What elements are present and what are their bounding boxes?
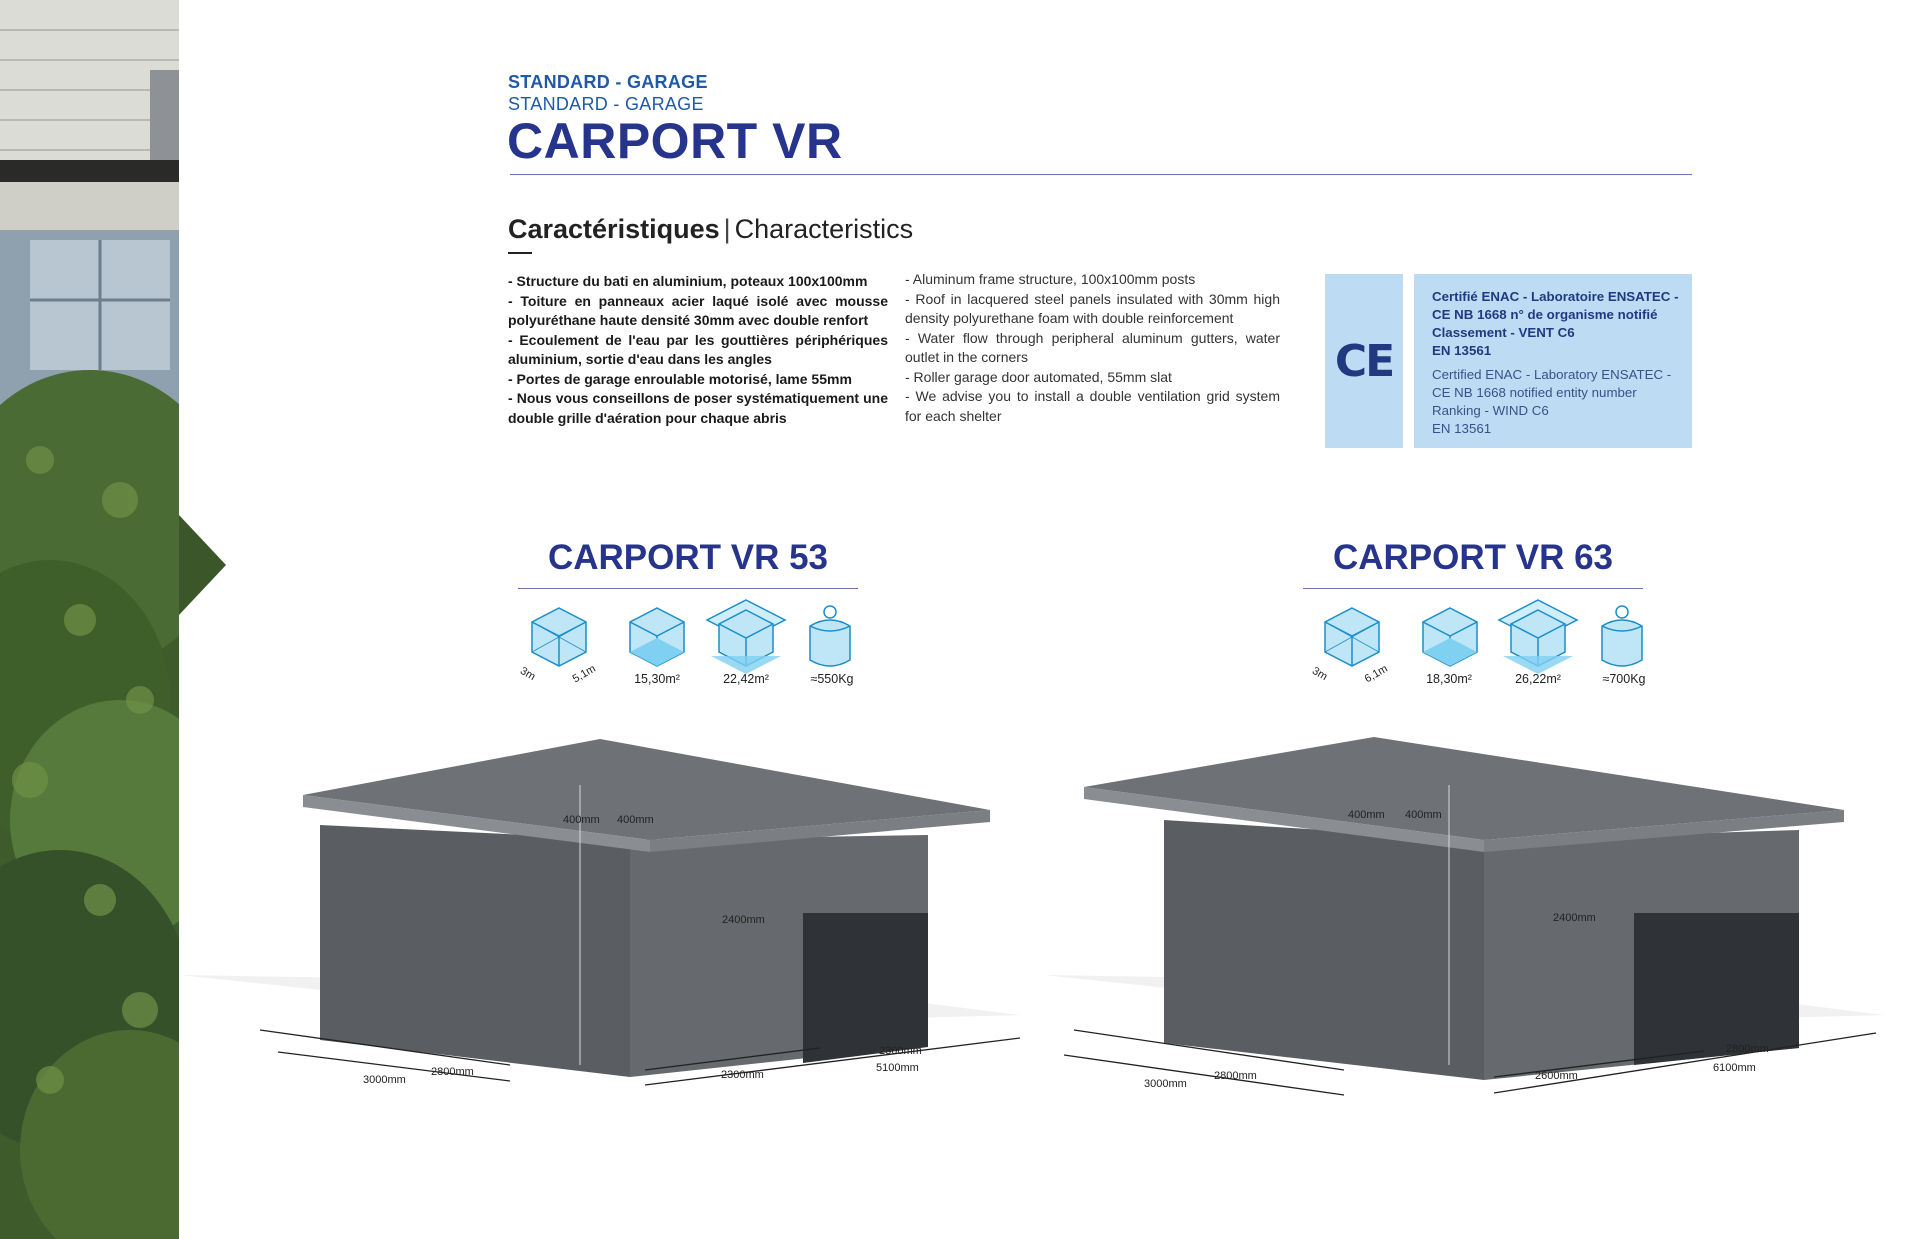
spec-depth: 3m: [1310, 664, 1330, 684]
cert-line-fr: Certifié ENAC - Laboratoire ENSATEC -: [1432, 289, 1679, 304]
spec-roof-area: 26,22m²: [1515, 672, 1561, 686]
footprint-cube-icon: [524, 604, 594, 674]
footprint-cube-icon: [1317, 604, 1387, 674]
dim-height: 2400mm: [722, 914, 765, 926]
dim-total-width: 6100mm: [1713, 1062, 1756, 1074]
ce-mark-box: [1325, 274, 1403, 448]
feature-item-fr: - Ecoulement de l'eau par les gouttières périphériques aluminium, sortie d'eau dans les angles: [508, 331, 888, 367]
dim-post-right: 400mm: [1405, 809, 1442, 821]
dim-depth-inner: 2800mm: [1214, 1070, 1257, 1082]
weight-icon: [1598, 604, 1646, 670]
page-title: CARPORT VR: [507, 113, 843, 169]
cert-line-en: EN 13561: [1432, 421, 1492, 436]
model-title-vr53: CARPORT VR 53: [547, 538, 829, 577]
spec-weight: ≈550Kg: [810, 672, 854, 686]
roof-area-cube-icon: [1497, 598, 1579, 676]
heading-underline: [508, 252, 532, 254]
spec-depth: 3m: [518, 664, 538, 684]
characteristics-heading: [508, 214, 913, 245]
feature-item-en: - Water flow through peripheral aluminum gutters, water outlet in the corners: [905, 329, 1280, 365]
model-divider: [518, 588, 858, 589]
house-and-tree-image: [0, 0, 179, 1239]
feature-item-en: - Aluminum frame structure, 100x100mm posts: [905, 271, 1196, 287]
weight-icon: [806, 604, 854, 670]
cert-line-en: Ranking - WIND C6: [1432, 403, 1549, 418]
dim-front: 2300mm: [721, 1069, 764, 1081]
floor-area-cube-icon: [1415, 604, 1485, 674]
model-divider: [1303, 588, 1643, 589]
dim-post-left: 400mm: [563, 814, 600, 826]
model-title-vr63: CARPORT VR 63: [1332, 538, 1614, 577]
feature-item-fr: - Toiture en panneaux acier laqué isolé avec mousse polyuréthane haute densité 30mm avec double renfort: [508, 292, 888, 328]
dim-depth-outer: 3000mm: [1144, 1078, 1187, 1090]
cert-line-en: CE NB 1668 notified entity number: [1432, 385, 1637, 400]
dim-door-width: 2800mm: [1726, 1043, 1769, 1055]
roof-area-cube-icon: [705, 598, 787, 676]
dim-front: 2600mm: [1535, 1070, 1578, 1082]
dim-post-right: 400mm: [617, 814, 654, 826]
ce-mark-icon: CE: [1334, 335, 1394, 387]
heading-separator: |: [723, 214, 731, 244]
cert-line-en: Certified ENAC - Laboratory ENSATEC -: [1432, 367, 1672, 382]
characteristics-heading-en: Characteristics: [734, 214, 914, 244]
category-label-en: STANDARD - GARAGE: [508, 94, 704, 114]
dim-depth-outer: 3000mm: [363, 1074, 406, 1086]
cert-line-fr: Classement - VENT C6: [1432, 325, 1575, 340]
spec-floor-area: 18,30m²: [1426, 672, 1472, 686]
characteristics-heading-fr: Caractéristiques: [508, 214, 720, 244]
sidebar-photo: [0, 0, 179, 1239]
cert-line-fr: CE NB 1668 n° de organisme notifié: [1432, 307, 1658, 322]
spec-floor-area: 15,30m²: [634, 672, 680, 686]
characteristics-en: [905, 270, 1280, 426]
certification-box: [1414, 274, 1692, 448]
feature-item-fr: - Structure du bati en aluminium, poteaux 100x100mm: [508, 273, 868, 289]
dim-door-width: 2300mm: [879, 1045, 922, 1057]
category-label: STANDARD - GARAGE: [508, 72, 708, 92]
feature-item-en: - Roller garage door automated, 55mm slat: [905, 368, 1172, 385]
feature-item-en: - We advise you to install a double ventilation grid system for each shelter: [905, 388, 1280, 424]
characteristics-fr: [508, 272, 888, 428]
feature-item-fr: - Nous vous conseillons de poser systématiquement une double grille d'aération pour chaque abris: [508, 390, 888, 426]
feature-item-fr: - Portes de garage enroulable motorisé, lame 55mm: [508, 370, 852, 387]
title-divider: [510, 174, 1692, 175]
spec-roof-area: 22,42m²: [723, 672, 769, 686]
floor-area-cube-icon: [622, 604, 692, 674]
spec-width: 5,1m: [570, 662, 598, 686]
dim-depth-inner: 2800mm: [431, 1066, 474, 1078]
spec-width: 6,1m: [1362, 662, 1390, 686]
feature-item-en: - Roof in lacquered steel panels insulated with 30mm high density polyurethane foam with double reinforcement: [905, 290, 1280, 326]
spec-weight: ≈700Kg: [1602, 672, 1646, 686]
cert-line-fr: EN 13561: [1432, 343, 1492, 358]
page-tab-notch: [179, 515, 226, 615]
dim-total-width: 5100mm: [876, 1062, 919, 1074]
dim-post-left: 400mm: [1348, 809, 1385, 821]
dim-height: 2400mm: [1553, 912, 1596, 924]
